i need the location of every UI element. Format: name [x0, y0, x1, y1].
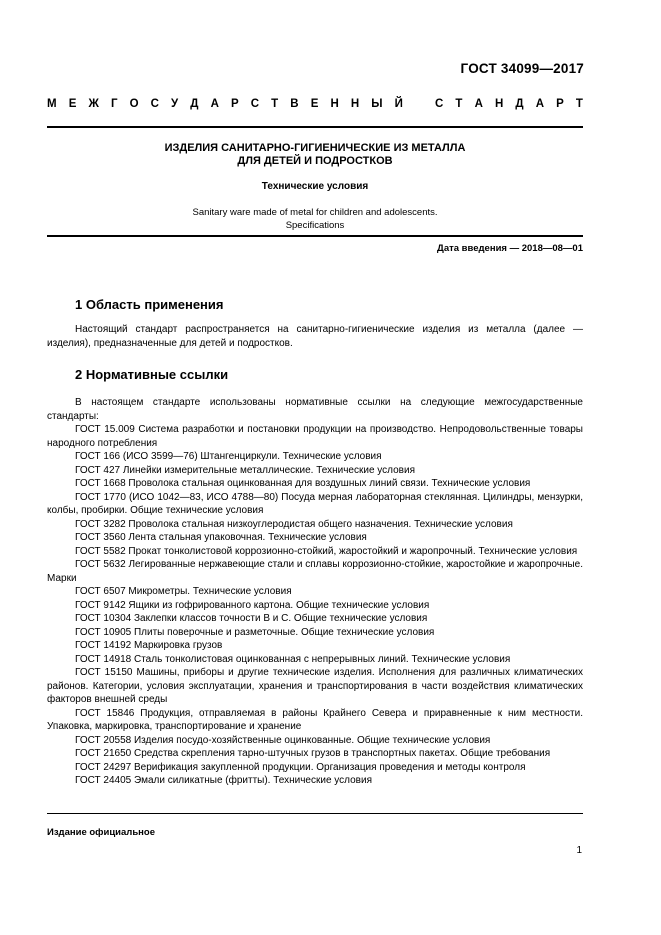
edition-label: Издание официальное	[47, 827, 155, 838]
document-subtitle: Технические условия	[261, 181, 369, 192]
document-code: ГОСТ 34099—2017	[460, 61, 584, 76]
reference-item: ГОСТ 3560 Лента стальная упаковочная. Технические условия	[75, 532, 367, 543]
banner-word1-letter: Г	[110, 98, 118, 110]
banner-word2-letter: Н	[494, 98, 504, 110]
banner-word1-letter: В	[290, 98, 299, 110]
banner-word2-letter: Т	[575, 98, 583, 110]
reference-item: ГОСТ 24297 Верификация закупленной продукции. Организация проведения и методы контроля	[75, 761, 526, 773]
banner-word1-letter: М	[47, 98, 57, 110]
section-2-heading: 2 Нормативные ссылки	[75, 367, 229, 382]
banner-word2-letter: Т	[455, 98, 463, 110]
banner-word-standard	[435, 98, 583, 110]
banner-word1-letter: Т	[271, 98, 279, 110]
footer-rule	[47, 813, 583, 814]
section-1-paragraph: Настоящий стандарт распространяется на санитарно-гигиенические изделия из металла (далее — изделия), предназначенные для детей и подростков.	[47, 324, 583, 349]
normative-references	[47, 396, 583, 788]
reference-item: ГОСТ 9142 Ящики из гофрированного картона. Общие технические условия	[75, 599, 430, 611]
reference-item: ГОСТ 15846 Продукция, отправляемая в районы Крайнего Севера и приравненные к ним местности. Упаковка, маркировка, транспортирование и хранение	[47, 707, 583, 732]
section-1-heading: 1 Область применения	[75, 297, 224, 312]
banner-word-interstate	[47, 98, 403, 110]
banner-word2-letter: А	[474, 98, 483, 110]
banner-word1-letter: О	[129, 98, 139, 110]
reference-item: ГОСТ 5582 Прокат тонколистовой коррозионно-стойкий, жаростойкий и жаропрочный. Технические условия	[75, 545, 578, 557]
reference-item: ГОСТ 10304 Заклепки классов точности В и С. Общие технические условия	[75, 613, 428, 624]
banner-word1-letter: Н	[350, 98, 360, 110]
section-2-intro: В настоящем стандарте использованы нормативные ссылки на следующие межгосударственные стандарты:	[47, 397, 583, 422]
banner-word2-letter: С	[435, 98, 444, 110]
section-1-body	[47, 323, 583, 350]
reference-item: ГОСТ 3282 Проволока стальная низкоуглеродистая общего назначения. Технические условия	[75, 518, 513, 530]
reference-list	[47, 423, 583, 788]
banner-word1-letter: Ж	[88, 98, 99, 110]
banner-word2-letter: А	[535, 98, 545, 110]
banner-word1-letter: У	[171, 98, 179, 110]
banner-word1-letter: Ы	[371, 98, 383, 110]
title-line-1: ИЗДЕЛИЯ САНИТАРНО-ГИГИЕНИЧЕСКИЕ ИЗ МЕТАЛЛА	[164, 142, 466, 154]
header-rule	[47, 126, 583, 128]
title-rule	[47, 235, 583, 237]
title-line-2: ДЛЯ ДЕТЕЙ И ПОДРОСТКОВ	[237, 155, 393, 167]
banner-word1-letter: Й	[394, 98, 403, 110]
banner-word2-letter: Д	[515, 98, 524, 110]
reference-item: ГОСТ 1770 (ИСО 1042—83, ИСО 4788—80) Посуда мерная лабораторная стеклянная. Цилиндры, мензурки, колбы, пробирки. Общие технические условия	[47, 491, 583, 516]
reference-item: ГОСТ 5632 Легированные нержавеющие стали и сплавы коррозионно-стойкие, жаростойкие и жаропрочные. Марки	[47, 559, 583, 584]
page-number: 1	[576, 845, 582, 856]
english-title	[47, 206, 583, 232]
banner-word2-letter: Р	[556, 98, 564, 110]
banner-word1-letter: Е	[68, 98, 77, 110]
reference-item: ГОСТ 24405 Эмали силикатные (фритты). Технические условия	[75, 775, 372, 786]
reference-item: ГОСТ 14918 Сталь тонколистовая оцинкованная с непрерывных линий. Технические условия	[75, 653, 511, 665]
reference-item: ГОСТ 427 Линейки измерительные металлические. Технические условия	[75, 464, 415, 476]
reference-item: ГОСТ 15.009 Система разработки и постановки продукции на производство. Непродовольственные товары народного потребления	[47, 424, 583, 449]
reference-item: ГОСТ 6507 Микрометры. Технические условия	[75, 586, 292, 597]
introduction-date: Дата введения — 2018—08—01	[437, 243, 583, 254]
banner-word1-letter: С	[250, 98, 260, 110]
banner-word1-letter: С	[150, 98, 159, 110]
standard-banner	[47, 98, 583, 110]
reference-item: ГОСТ 1668 Проволока стальная оцинкованная для воздушных линий связи. Технические условия	[75, 478, 531, 489]
banner-word1-letter: Н	[330, 98, 339, 110]
document-title	[47, 142, 583, 168]
reference-item: ГОСТ 15150 Машины, приборы и другие технические изделия. Исполнения для различных климатических районов. Категории, условия эксплуатации, хранения и транспортирования в части воздействия климатических факторов внешней среды	[47, 667, 583, 705]
reference-item: ГОСТ 14192 Маркировка грузов	[75, 640, 223, 651]
banner-word1-letter: Е	[310, 98, 319, 110]
reference-item: ГОСТ 20558 Изделия посудо-хозяйственные оцинкованные. Общие технические условия	[75, 734, 491, 746]
banner-word1-letter: Р	[230, 98, 239, 110]
reference-item: ГОСТ 10905 Плиты поверочные и разметочные. Общие технические условия	[75, 626, 435, 638]
reference-item: ГОСТ 166 (ИСО 3599—76) Штангенциркули. Технические условия	[75, 451, 382, 462]
english-title-line-1: Sanitary ware made of metal for children and adolescents.	[192, 207, 438, 218]
reference-item: ГОСТ 21650 Средства скрепления тарно-штучных грузов в транспортных пакетах. Общие требования	[75, 748, 551, 759]
banner-word1-letter: Д	[190, 98, 199, 110]
banner-word1-letter: А	[210, 98, 219, 110]
english-title-line-2: Specifications	[285, 220, 345, 231]
